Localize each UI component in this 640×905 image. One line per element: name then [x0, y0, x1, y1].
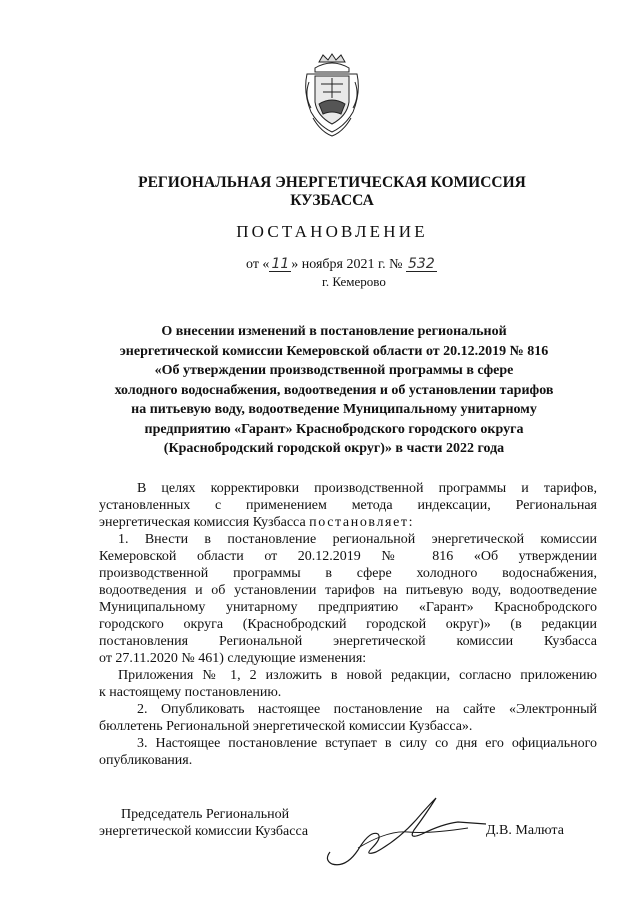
item2-line: бюллетень Региональной энергетической комиссии Кузбасса». [99, 719, 473, 734]
item1-line: 1. Внести в постановление региональной энергетической комиссии [118, 532, 597, 547]
title-line: «Об утверждении производственной программы в сфере [154, 363, 514, 378]
document-type: ПОСТАНОВЛЕНИЕ [236, 222, 428, 241]
coat-of-arms-emblem [301, 52, 363, 138]
document-number: 532 [408, 256, 435, 272]
title-line: на питьевую воду, водоотведение Муниципальному унитарному [131, 402, 537, 417]
title-line: предприятию «Гарант» Краснобродского городского округа [144, 421, 524, 437]
date-prefix: от « [246, 257, 270, 272]
organization-name-line2: КУЗБАССА [290, 192, 374, 209]
document-title [96, 322, 572, 459]
item1-line: водоотведения и об установлении тарифов на питьевую воду, водоотведение [99, 583, 597, 598]
item1-line: производственной программы в сфере холодного водоснабжения, [99, 566, 597, 581]
preamble-line: установленных с применением метода индексации, Региональная [99, 498, 597, 513]
item2-line: 2. Опубликовать настоящее постановление на сайте «Электронный [137, 702, 597, 717]
title-line: (Краснобродский городской округ)» в части 2022 года [163, 441, 505, 456]
signer-position-line2: энергетической комиссии Кузбасса [99, 824, 309, 839]
date-month-year: » ноября 2021 г. № [291, 257, 403, 272]
title-line: О внесении изменений в постановление региональной [161, 324, 507, 339]
item1-line: к настоящему постановлению. [99, 685, 282, 700]
item3-line: 3. Настоящее постановление вступает в силу со дня его официального [137, 736, 597, 751]
item1-line: Кемеровской области от 20.12.2019 № 816 «Об утверждении [99, 549, 597, 564]
signer-position-line1: Председатель Региональной [121, 807, 290, 822]
organization-name-line1: РЕГИОНАЛЬНАЯ ЭНЕРГЕТИЧЕСКАЯ КОМИССИЯ [138, 174, 526, 191]
date-day: 11 [271, 256, 290, 272]
city: г. Кемерово [322, 274, 386, 289]
preamble-line [99, 514, 597, 531]
title-line: энергетической комиссии Кемеровской области от 20.12.2019 № 816 [119, 343, 549, 359]
item1-line: городского округа (Краснобродский городской округ)» (в редакции [99, 617, 597, 632]
preamble-line: В целях корректировки производственной программы и тарифов, [137, 481, 597, 496]
preamble-text: энергетическая комиссия Кузбасса [99, 515, 310, 530]
item1-line: Приложения № 1, 2 изложить в новой редакции, согласно приложению [118, 668, 597, 683]
resolves-word: постановляет: [309, 515, 415, 530]
document-date-number [246, 257, 437, 273]
signer-name: Д.В. Малюта [486, 823, 564, 838]
title-line: холодного водоснабжения, водоотведения и об установлении тарифов [114, 382, 554, 398]
item3-line: опубликования. [99, 753, 193, 768]
handwritten-signature [318, 790, 488, 870]
item1-line: Муниципальному унитарному предприятию «Гарант» Краснобродского [99, 600, 597, 615]
item1-line: от 27.11.2020 № 461) следующие изменения: [99, 651, 367, 666]
item1-line: постановления Региональной энергетической комиссии Кузбасса [99, 634, 597, 649]
